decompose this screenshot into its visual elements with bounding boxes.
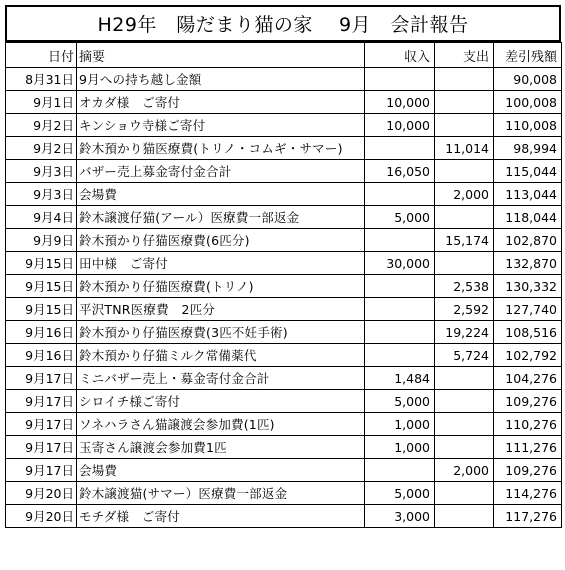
cell-income: 5,000 bbox=[365, 482, 435, 505]
cell-description: 鈴木譲渡猫(サマー）医療費一部返金 bbox=[77, 482, 365, 505]
cell-description: シロイチ様ご寄付 bbox=[77, 390, 365, 413]
table-row bbox=[6, 390, 562, 413]
cell-income: 30,000 bbox=[365, 252, 435, 275]
cell-balance: 127,740 bbox=[494, 298, 562, 321]
table-row bbox=[6, 505, 562, 528]
cell-date: 9月20日 bbox=[6, 505, 77, 528]
cell-expense: 11,014 bbox=[435, 137, 494, 160]
cell-income: 1,000 bbox=[365, 436, 435, 459]
cell-balance: 118,044 bbox=[494, 206, 562, 229]
cell-expense: 2,000 bbox=[435, 183, 494, 206]
cell-description: 鈴木預かり猫医療費(トリノ・コムギ・サマー) bbox=[77, 137, 365, 160]
cell-expense bbox=[435, 91, 494, 114]
ledger-table bbox=[5, 42, 562, 528]
table-row bbox=[6, 298, 562, 321]
cell-description: 9月への持ち越し金額 bbox=[77, 68, 365, 91]
cell-date: 9月17日 bbox=[6, 413, 77, 436]
cell-income: 1,484 bbox=[365, 367, 435, 390]
cell-date: 9月15日 bbox=[6, 252, 77, 275]
cell-date: 9月17日 bbox=[6, 390, 77, 413]
table-row bbox=[6, 344, 562, 367]
cell-income: 5,000 bbox=[365, 206, 435, 229]
header-balance: 差引残額 bbox=[494, 43, 562, 68]
cell-expense bbox=[435, 505, 494, 528]
cell-description: 平沢TNR医療費 2匹分 bbox=[77, 298, 365, 321]
cell-income: 1,000 bbox=[365, 413, 435, 436]
header-expense: 支出 bbox=[435, 43, 494, 68]
cell-balance: 117,276 bbox=[494, 505, 562, 528]
cell-date: 9月2日 bbox=[6, 114, 77, 137]
cell-balance: 102,792 bbox=[494, 344, 562, 367]
cell-income: 10,000 bbox=[365, 114, 435, 137]
cell-balance: 111,276 bbox=[494, 436, 562, 459]
cell-balance: 115,044 bbox=[494, 160, 562, 183]
cell-balance: 102,870 bbox=[494, 229, 562, 252]
cell-income bbox=[365, 137, 435, 160]
cell-expense bbox=[435, 390, 494, 413]
cell-date: 9月17日 bbox=[6, 367, 77, 390]
cell-expense bbox=[435, 206, 494, 229]
cell-income bbox=[365, 298, 435, 321]
cell-expense bbox=[435, 160, 494, 183]
cell-description: ミニバザー売上・募金寄付金合計 bbox=[77, 367, 365, 390]
cell-expense: 2,592 bbox=[435, 298, 494, 321]
cell-date: 9月3日 bbox=[6, 160, 77, 183]
cell-balance: 108,516 bbox=[494, 321, 562, 344]
cell-description: 鈴木預かり仔猫医療費(3匹不妊手術) bbox=[77, 321, 365, 344]
table-row bbox=[6, 436, 562, 459]
cell-balance: 104,276 bbox=[494, 367, 562, 390]
ledger-body bbox=[6, 68, 562, 528]
cell-income bbox=[365, 321, 435, 344]
cell-income bbox=[365, 229, 435, 252]
table-row bbox=[6, 252, 562, 275]
cell-date: 9月3日 bbox=[6, 183, 77, 206]
cell-expense bbox=[435, 413, 494, 436]
table-row bbox=[6, 183, 562, 206]
cell-expense: 15,174 bbox=[435, 229, 494, 252]
header-description: 摘要 bbox=[77, 43, 365, 68]
cell-expense bbox=[435, 252, 494, 275]
cell-description: 会場費 bbox=[77, 183, 365, 206]
header-income: 収入 bbox=[365, 43, 435, 68]
cell-income: 10,000 bbox=[365, 91, 435, 114]
cell-date: 9月15日 bbox=[6, 298, 77, 321]
header-date: 日付 bbox=[6, 43, 77, 68]
cell-expense bbox=[435, 367, 494, 390]
table-row bbox=[6, 91, 562, 114]
cell-expense: 19,224 bbox=[435, 321, 494, 344]
table-row bbox=[6, 482, 562, 505]
cell-income: 3,000 bbox=[365, 505, 435, 528]
table-row bbox=[6, 114, 562, 137]
table-row bbox=[6, 229, 562, 252]
table-row bbox=[6, 160, 562, 183]
cell-income: 5,000 bbox=[365, 390, 435, 413]
cell-expense bbox=[435, 68, 494, 91]
cell-date: 9月2日 bbox=[6, 137, 77, 160]
cell-income bbox=[365, 68, 435, 91]
report-title: H29年 陽だまり猫の家 9月 会計報告 bbox=[5, 5, 561, 42]
cell-expense: 5,724 bbox=[435, 344, 494, 367]
cell-expense bbox=[435, 482, 494, 505]
cell-description: モチダ様 ご寄付 bbox=[77, 505, 365, 528]
table-row bbox=[6, 367, 562, 390]
cell-expense bbox=[435, 436, 494, 459]
table-row bbox=[6, 137, 562, 160]
cell-balance: 113,044 bbox=[494, 183, 562, 206]
cell-date: 9月1日 bbox=[6, 91, 77, 114]
cell-expense: 2,538 bbox=[435, 275, 494, 298]
cell-description: 会場費 bbox=[77, 459, 365, 482]
cell-income bbox=[365, 344, 435, 367]
cell-date: 9月4日 bbox=[6, 206, 77, 229]
cell-balance: 109,276 bbox=[494, 390, 562, 413]
cell-description: 鈴木預かり仔猫医療費(6匹分) bbox=[77, 229, 365, 252]
cell-description: 鈴木譲渡仔猫(アール）医療費一部返金 bbox=[77, 206, 365, 229]
table-row bbox=[6, 321, 562, 344]
cell-date: 9月15日 bbox=[6, 275, 77, 298]
table-row bbox=[6, 459, 562, 482]
cell-date: 9月9日 bbox=[6, 229, 77, 252]
table-row bbox=[6, 206, 562, 229]
cell-income bbox=[365, 459, 435, 482]
cell-balance: 130,332 bbox=[494, 275, 562, 298]
cell-balance: 98,994 bbox=[494, 137, 562, 160]
table-row bbox=[6, 275, 562, 298]
accounting-report-sheet bbox=[5, 5, 561, 528]
cell-income bbox=[365, 183, 435, 206]
cell-description: バザー売上募金寄付金合計 bbox=[77, 160, 365, 183]
cell-date: 9月16日 bbox=[6, 321, 77, 344]
cell-balance: 90,008 bbox=[494, 68, 562, 91]
cell-balance: 132,870 bbox=[494, 252, 562, 275]
cell-expense bbox=[435, 114, 494, 137]
cell-description: 鈴木預かり仔猫ミルク常備薬代 bbox=[77, 344, 365, 367]
cell-income: 16,050 bbox=[365, 160, 435, 183]
cell-balance: 109,276 bbox=[494, 459, 562, 482]
header-row bbox=[6, 43, 562, 68]
cell-date: 9月17日 bbox=[6, 436, 77, 459]
cell-date: 8月31日 bbox=[6, 68, 77, 91]
cell-date: 9月17日 bbox=[6, 459, 77, 482]
cell-description: 田中様 ご寄付 bbox=[77, 252, 365, 275]
cell-description: 玉寄さん譲渡会参加費1匹 bbox=[77, 436, 365, 459]
cell-description: オカダ様 ご寄付 bbox=[77, 91, 365, 114]
cell-income bbox=[365, 275, 435, 298]
cell-description: 鈴木預かり仔猫医療費(トリノ) bbox=[77, 275, 365, 298]
cell-description: ソネハラさん猫譲渡会参加費(1匹) bbox=[77, 413, 365, 436]
cell-description: キンショウ寺様ご寄付 bbox=[77, 114, 365, 137]
cell-balance: 110,008 bbox=[494, 114, 562, 137]
cell-expense: 2,000 bbox=[435, 459, 494, 482]
cell-date: 9月16日 bbox=[6, 344, 77, 367]
table-row bbox=[6, 68, 562, 91]
cell-balance: 114,276 bbox=[494, 482, 562, 505]
cell-date: 9月20日 bbox=[6, 482, 77, 505]
table-row bbox=[6, 413, 562, 436]
cell-balance: 100,008 bbox=[494, 91, 562, 114]
cell-balance: 110,276 bbox=[494, 413, 562, 436]
